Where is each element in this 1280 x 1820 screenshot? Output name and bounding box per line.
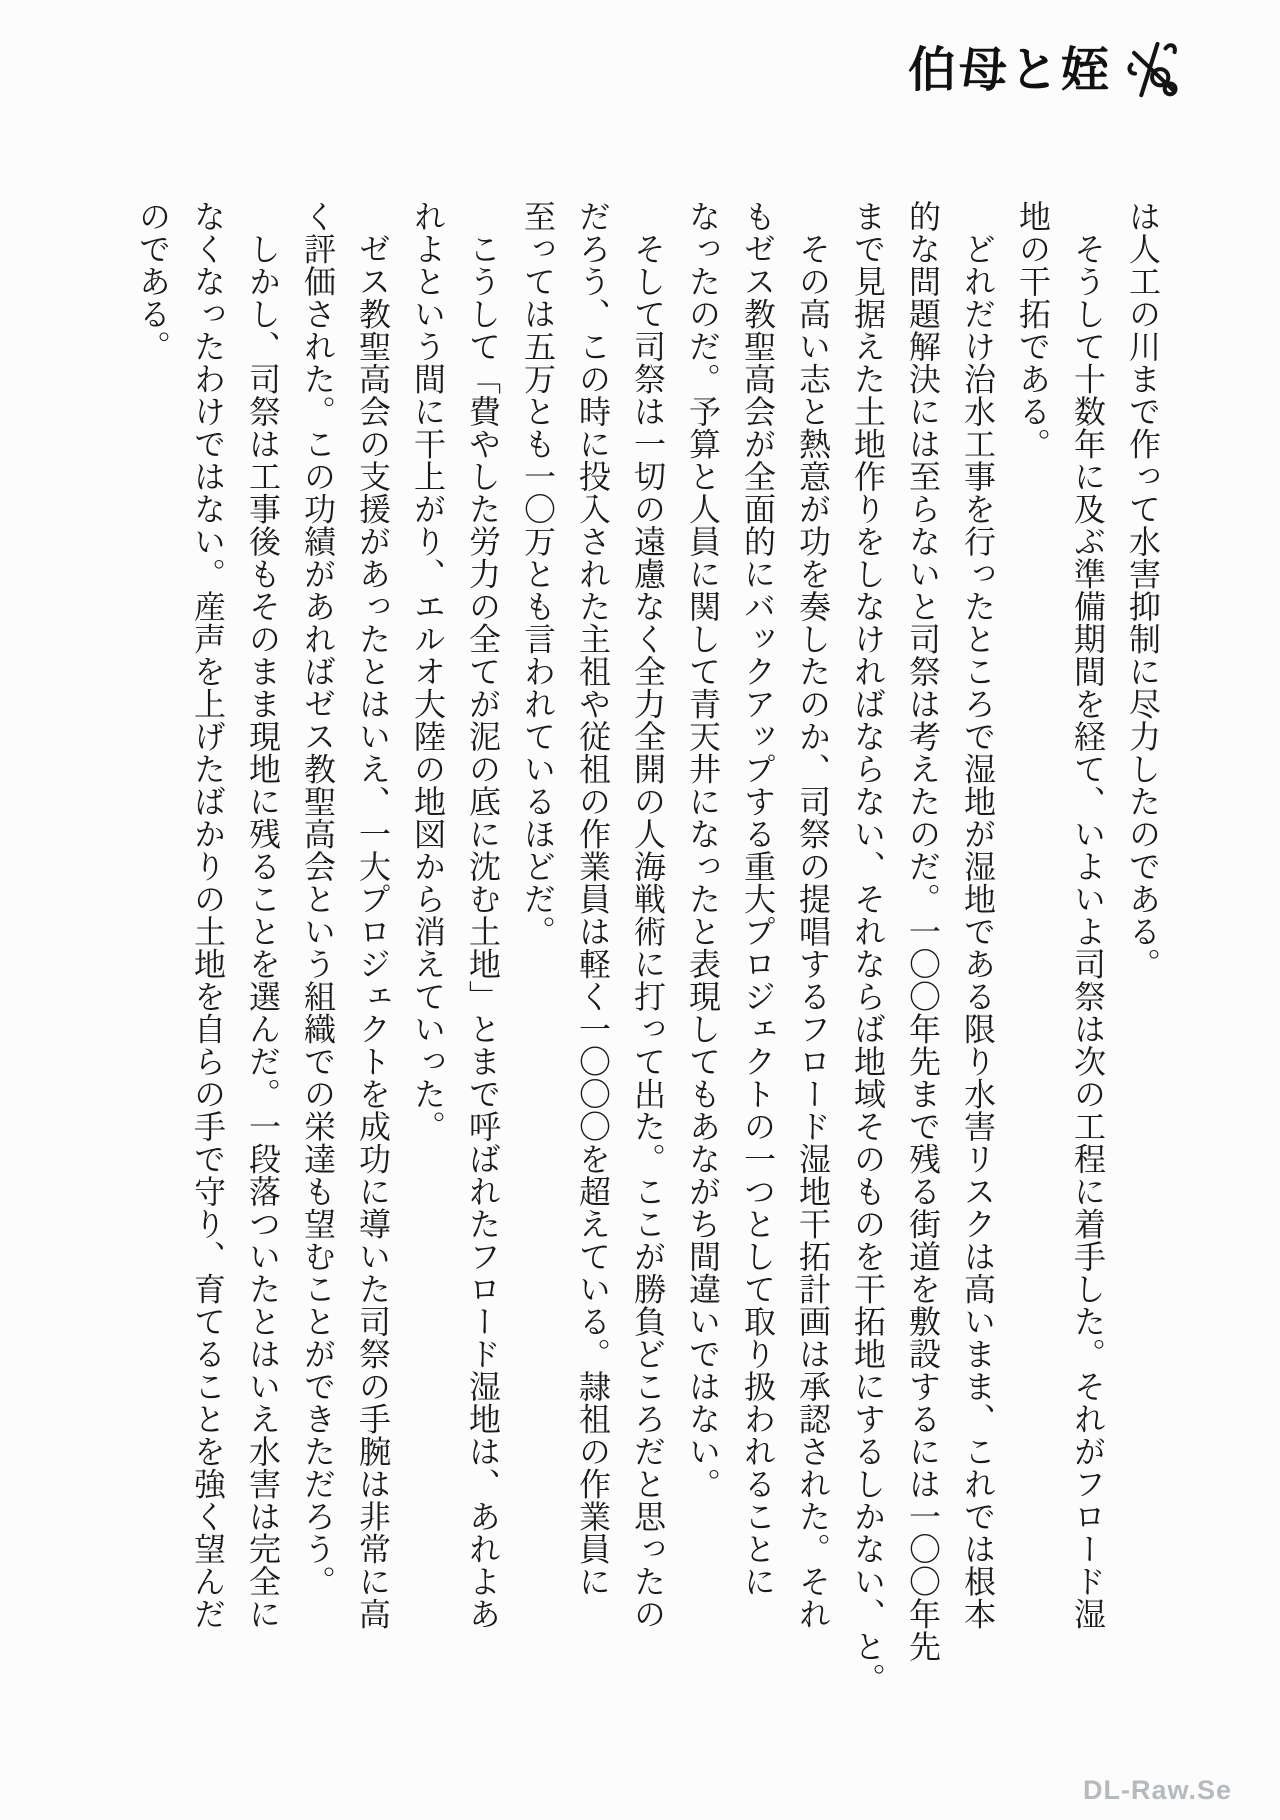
text-column: しかし、司祭は工事後もそのまま現地に残ることを選んだ。一段落ついたとはいえ水害は完全に	[244, 200, 282, 1630]
text-column: 至っては五万とも一〇万とも言われているほどだ。	[519, 200, 557, 948]
text-column: 的な問題解決には至らないと司祭は考えたのだ。一〇〇年先まで残る街道を敷設するには一〇〇年先	[904, 200, 942, 1663]
text-column: そうして十数年に及ぶ準備期間を経て、いよいよ司祭は次の工程に着手した。それがフロード湿	[1069, 200, 1107, 1630]
text-column: ゼス教聖高会の支援があったとはいえ、一大プロジェクトを成功に導いた司祭の手腕は非常に高	[354, 200, 392, 1630]
watermark: DL-Raw.Se	[1082, 1775, 1232, 1805]
text-column: 地の干拓である。	[1014, 200, 1052, 460]
text-column: なったのだ。予算と人員に関して青天井になったと表現してもあながち間違いではない。	[684, 200, 722, 1500]
text-column: どれだけ治水工事を行ったところで湿地が湿地である限り水害リスクは高いまま、これでは根本	[959, 200, 997, 1630]
text-column: そして司祭は一切の遠慮なく全力全開の人海戦術に打って出た。ここが勝負どころだと思ったの	[629, 200, 667, 1630]
text-column: く評価された。この功績があればゼス教聖高会という組織での栄達も望むことができただろう。	[299, 200, 337, 1598]
text-column: は人工の川まで作って水害抑制に尽力したのである。	[1124, 200, 1162, 980]
text-column: のである。	[134, 200, 172, 363]
text-column: れよという間に干上がり、エルオ大陸の地図から消えていった。	[409, 200, 447, 1143]
text-column: だろう、この時に投入された主祖や従祖の作業員は軽く一〇〇〇を超えている。隷祖の作業員に	[574, 200, 612, 1598]
ornament-icon	[1126, 40, 1180, 100]
text-column: その高い志と熱意が功を奏したのか、司祭の提唱するフロード湿地干拓計画は承認された。それ	[794, 200, 832, 1630]
text-column: もゼス教聖高会が全面的にバックアップする重大プロジェクトの一つとして取り扱われることに	[739, 200, 777, 1598]
body-text	[125, 200, 1170, 1700]
text-column: まで見据えた土地作りをしなければならない、それならば地域そのものを干拓地にするしかない、と。	[849, 200, 887, 1695]
page-header	[908, 30, 1180, 100]
page-title: 伯母と姪	[907, 41, 1112, 98]
text-column: こうして「費やした労力の全てが泥の底に沈む土地」とまで呼ばれたフロード湿地は、あれよあ	[464, 200, 502, 1630]
text-column: なくなったわけではない。産声を上げたばかりの土地を自らの手で守り、育てることを強く望んだ	[189, 200, 227, 1630]
